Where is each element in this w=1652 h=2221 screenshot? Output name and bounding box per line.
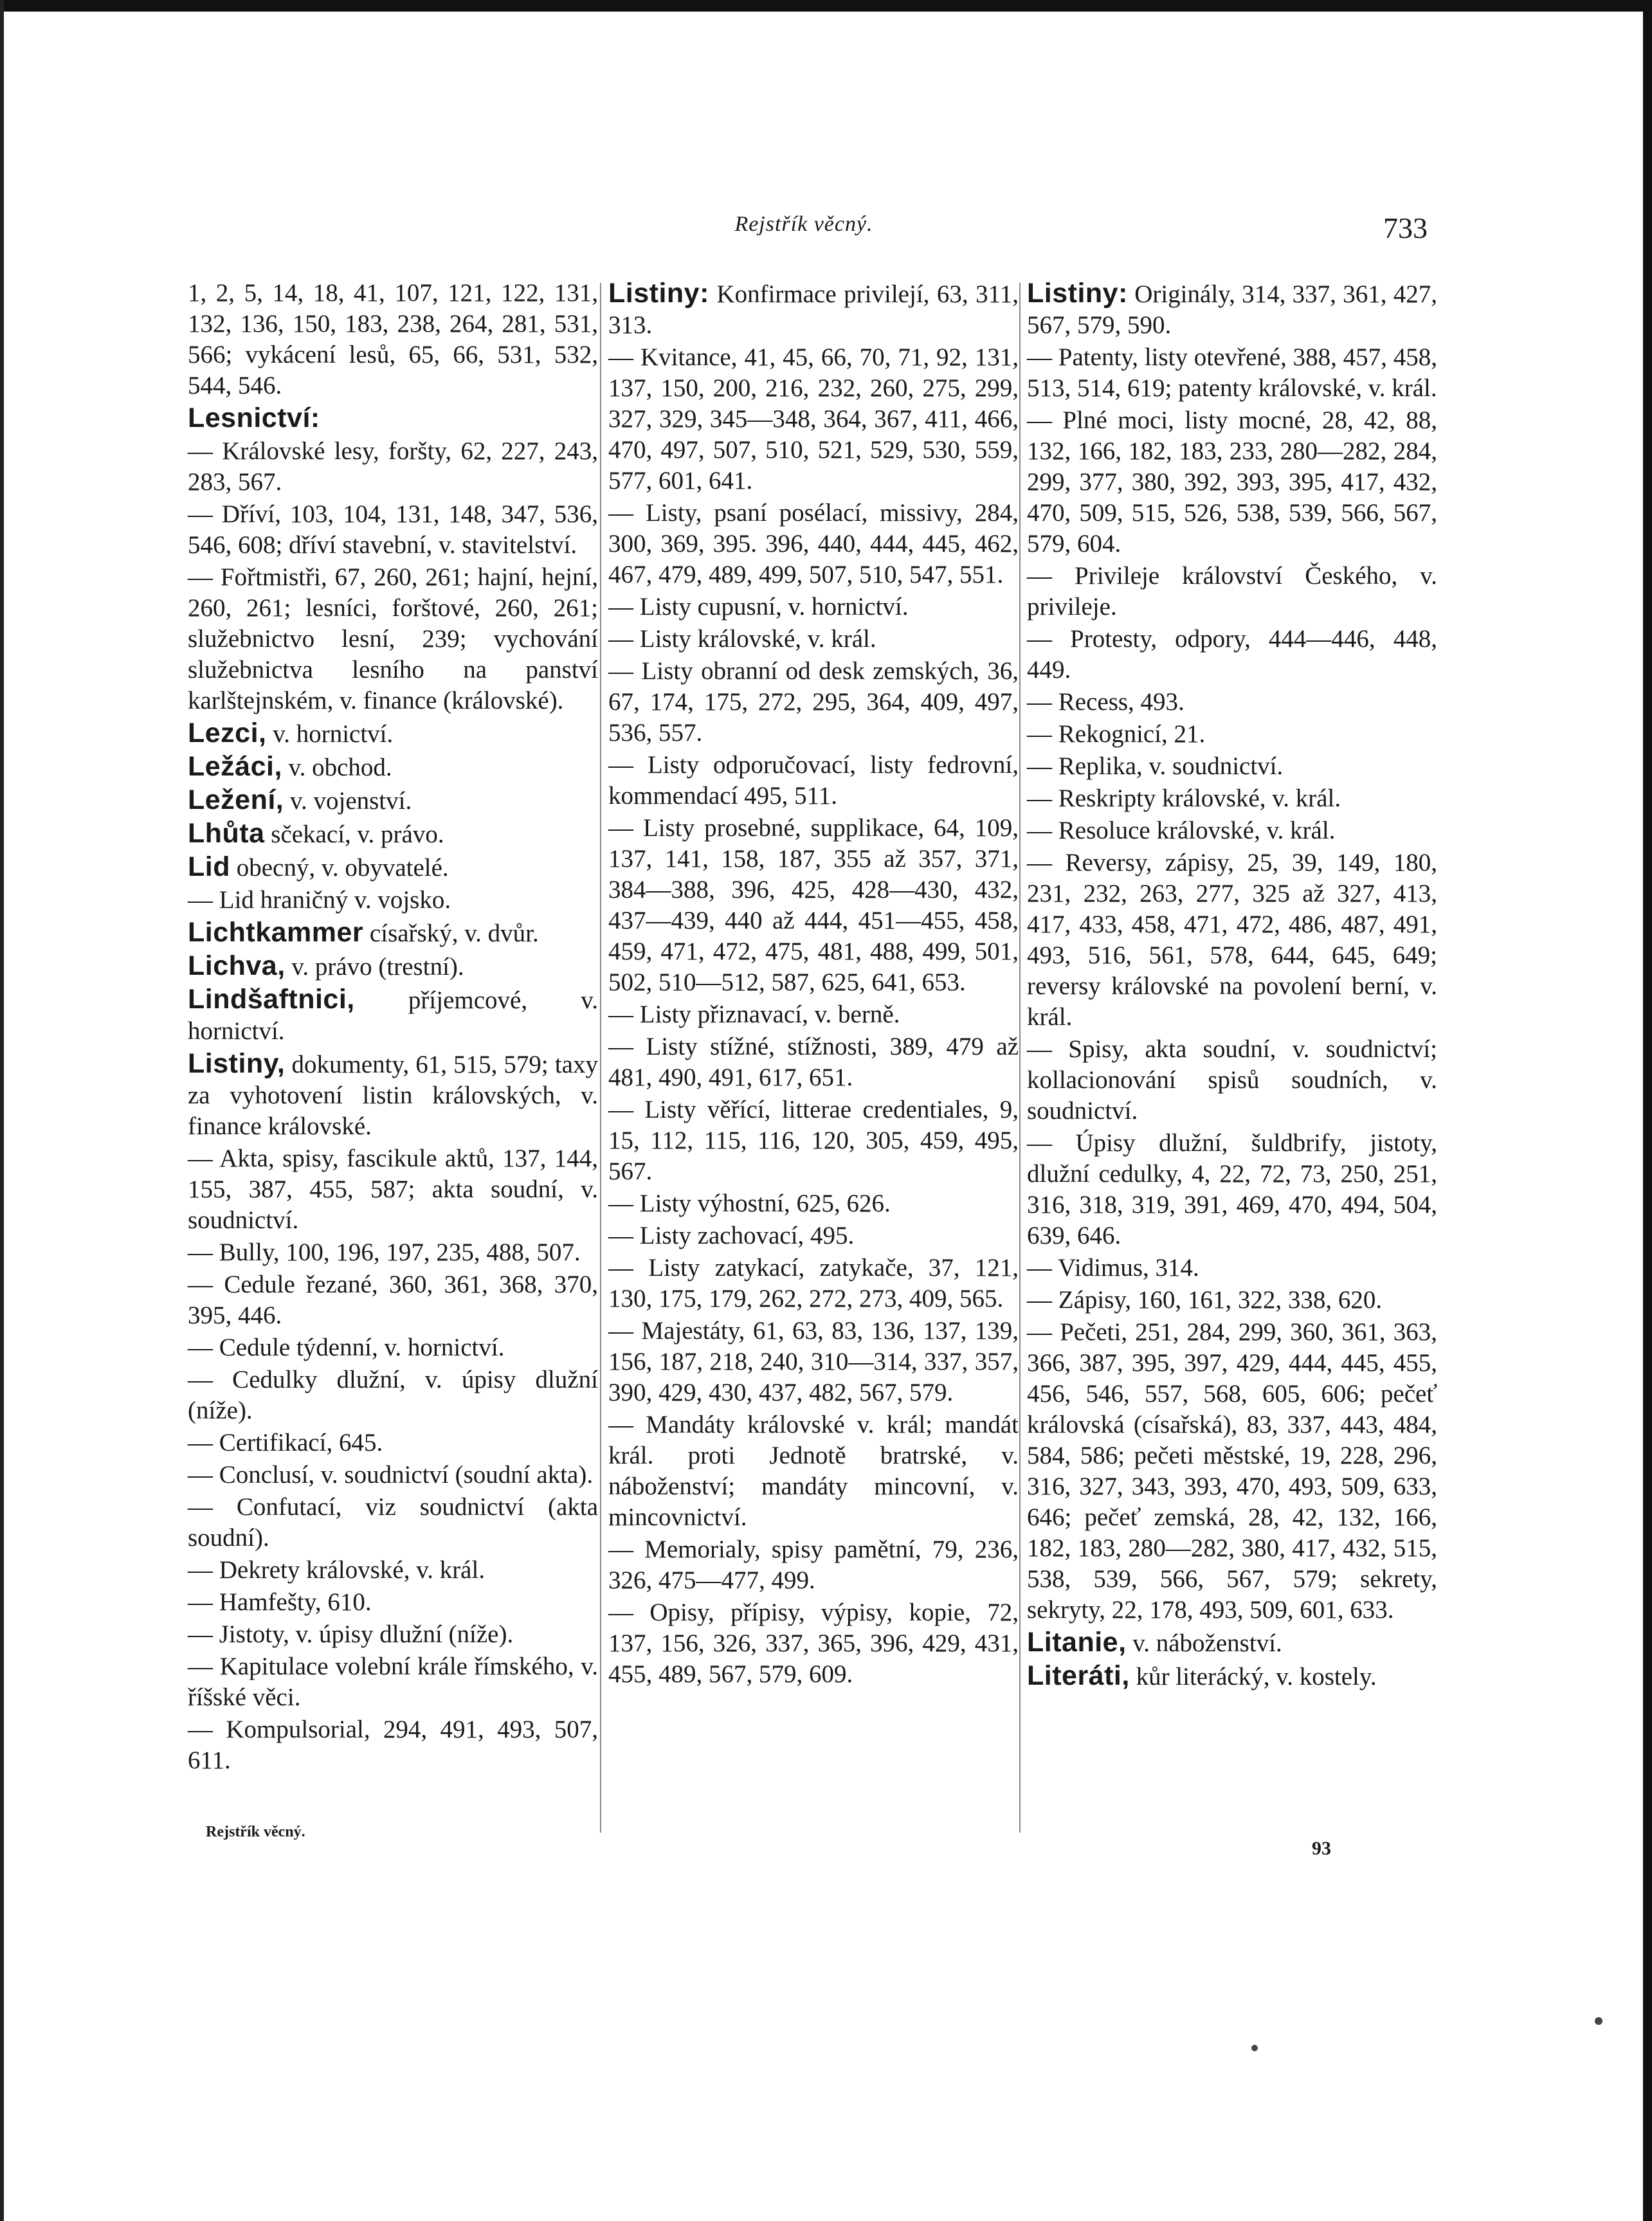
scan-border-left xyxy=(0,0,4,2221)
index-entry xyxy=(608,592,1019,622)
index-entry xyxy=(608,1031,1019,1093)
index-entry xyxy=(608,750,1019,811)
entry-headword: Listiny, xyxy=(188,1048,286,1079)
index-entry xyxy=(1027,405,1437,559)
entry-headword: Ležáci, xyxy=(188,751,282,782)
column-rule-2 xyxy=(1019,283,1021,1833)
entry-headword: Lichtkammer xyxy=(188,917,364,948)
index-entry xyxy=(608,1597,1019,1690)
entry-text: — Královské lesy, foršty, 62, 227, 243, 283, 567. xyxy=(188,437,598,496)
column-rule-1 xyxy=(600,283,601,1833)
entry-text: obecný, v. obyvatelé. xyxy=(236,854,449,882)
index-entry xyxy=(608,278,1019,341)
entry-text: císařský, v. dvůr. xyxy=(369,920,539,947)
entry-text: sčekací, v. právo. xyxy=(271,820,444,848)
index-entry xyxy=(608,498,1019,590)
entry-text: — Kompulsorial, 294, 491, 493, 507, 611. xyxy=(188,1716,598,1774)
entry-text: — Majestáty, 61, 63, 83, 136, 137, 139, 156, 187, 218, 240, 310—314, 337, 357, 390, 429, 430, 437, 482, 567, 579. xyxy=(608,1317,1019,1406)
index-column-3 xyxy=(1027,278,1437,1694)
entry-headword: Lid xyxy=(188,851,230,882)
entry-text: — Dříví, 103, 104, 131, 148, 347, 536, 546, 608; dříví stavební, v. stavitelství. xyxy=(188,500,598,559)
index-entry xyxy=(1027,1034,1437,1127)
index-entry xyxy=(188,1237,598,1268)
index-entry xyxy=(608,999,1019,1030)
entry-text: — Conclusí, v. soudnictví (soudní akta). xyxy=(188,1461,594,1489)
entry-text: — Listy cupusní, v. hornictví. xyxy=(608,593,909,621)
page-number: 733 xyxy=(1383,212,1428,244)
entry-text: — Vidimus, 314. xyxy=(1027,1254,1199,1282)
entry-text: — Lid hraničný v. vojsko. xyxy=(188,886,451,914)
index-entry xyxy=(1027,561,1437,622)
index-entry xyxy=(608,1094,1019,1187)
index-entry xyxy=(188,1651,598,1713)
entry-text: — Plné moci, listy mocné, 28, 42, 88, 132, 166, 182, 183, 233, 280—282, 284, 299, 377, 380, 392, 393, 395, 417, 432, 470, 509, 515, 526, 538, 539, 566, 567, 579, 604. xyxy=(1027,406,1437,558)
index-entry xyxy=(188,499,598,561)
entry-text: v. právo (trestní). xyxy=(291,953,464,981)
sheet-signature: 93 xyxy=(1312,1838,1331,1859)
entry-text: — Kapitulace volební krále římského, v. říšské věci. xyxy=(188,1653,598,1711)
entry-text: — Zápisy, 160, 161, 322, 338, 620. xyxy=(1027,1286,1383,1314)
entry-text: — Listy stížné, stížnosti, 389, 479 až 481, 490, 491, 617, 651. xyxy=(608,1033,1019,1091)
entry-text: — Kvitance, 41, 45, 66, 70, 71, 92, 131, 137, 150, 200, 216, 232, 260, 275, 299, 327, 329, 345—348, 364, 367, 411, 466, 470, 497, 507, 510, 521, 529, 530, 559, 577, 601, 641. xyxy=(608,343,1019,494)
index-entry xyxy=(188,1332,598,1363)
index-entry xyxy=(188,403,598,435)
index-entry xyxy=(188,278,598,401)
index-entry xyxy=(188,950,598,983)
entry-text: — Listy obranní od desk zemských, 36, 67, 174, 175, 272, 295, 364, 409, 497, 536, 557. xyxy=(608,657,1019,747)
entry-text: — Listy královské, v. král. xyxy=(608,625,876,653)
index-entry xyxy=(1027,815,1437,846)
entry-text: v. náboženství. xyxy=(1132,1629,1282,1657)
entry-text: — Recess, 493. xyxy=(1027,688,1185,716)
entry-headword: Listiny: xyxy=(608,278,709,309)
index-entry xyxy=(608,342,1019,496)
index-entry xyxy=(188,1048,598,1142)
index-entry xyxy=(1027,624,1437,685)
entry-text: — Privileje království Českého, v. privileje. xyxy=(1027,562,1437,621)
index-entry xyxy=(188,851,598,884)
entry-headword: Litanie, xyxy=(1027,1627,1127,1658)
index-entry xyxy=(608,1220,1019,1251)
entry-headword: Lindšaftnici, xyxy=(188,984,355,1015)
entry-text: v. vojenství. xyxy=(290,787,412,815)
index-entry xyxy=(188,562,598,716)
entry-text: — Hamfešty, 610. xyxy=(188,1588,372,1616)
index-entry xyxy=(188,784,598,817)
entry-text: — Listy prosebné, supplikace, 64, 109, 137, 141, 158, 187, 355 až 357, 371, 384—388, 396, 425, 428—430, 432, 437—439, 440 až 444, 451—455, 458, 459, 471, 472, 475, 481, 488, 499, 501, 502, 510—512, 587, 625, 641, 653. xyxy=(608,814,1019,996)
index-entry xyxy=(1027,687,1437,718)
entry-text: — Patenty, listy otevřené, 388, 457, 458, 513, 514, 619; patenty královské, v. král. xyxy=(1027,343,1437,402)
entry-text: — Listy přiznavací, v. berně. xyxy=(608,1001,900,1028)
index-entry xyxy=(1027,719,1437,750)
index-entry xyxy=(188,436,598,498)
index-entry xyxy=(1027,848,1437,1033)
index-entry xyxy=(188,1460,598,1491)
entry-text: — Listy odporučovací, listy fedrovní, kommendací 495, 511. xyxy=(608,751,1019,810)
page-header-title: Rejstřík věcný. xyxy=(734,212,873,236)
entry-text: Konfirmace privilejí, 63, 311, 313. xyxy=(608,280,1019,339)
index-entry xyxy=(1027,1317,1437,1626)
index-entry xyxy=(188,1555,598,1586)
index-entry xyxy=(188,1619,598,1650)
entry-text: — Reversy, zápisy, 25, 39, 149, 180, 231, 232, 263, 277, 325 až 327, 413, 417, 433, 458, 471, 472, 486, 487, 491, 493, 516, 561, 578, 644, 645, 649; reversy královské na povolení berní, v. král. xyxy=(1027,849,1437,1031)
entry-text: — Listy zachovací, 495. xyxy=(608,1222,855,1249)
index-entry xyxy=(188,1269,598,1331)
entry-text: — Cedule týdenní, v. hornictví. xyxy=(188,1334,505,1361)
index-column-1 xyxy=(188,278,598,1777)
entry-text: 1, 2, 5, 14, 18, 41, 107, 121, 122, 131, 132, 136, 150, 183, 238, 264, 281, 531, 566; vykácení lesů, 65, 66, 531, 532, 544, 546. xyxy=(188,279,598,399)
entry-headword: Listiny: xyxy=(1027,278,1128,309)
entry-text: v. hornictví. xyxy=(273,720,394,748)
index-entry xyxy=(608,1253,1019,1314)
index-entry xyxy=(608,1188,1019,1219)
index-column-2 xyxy=(608,278,1019,1691)
entry-text: — Certifikací, 645. xyxy=(188,1429,383,1456)
index-entry xyxy=(188,818,598,850)
scan-border-top xyxy=(0,0,1652,12)
index-entry xyxy=(1027,342,1437,404)
entry-text: — Akta, spisy, fascikule aktů, 137, 144, 155, 387, 455, 587; akta soudní, v. soudnictví. xyxy=(188,1145,598,1234)
index-entry xyxy=(188,984,598,1047)
entry-text: — Jistoty, v. úpisy dlužní (níže). xyxy=(188,1620,514,1648)
index-entry xyxy=(188,1143,598,1236)
entry-text: — Reskripty královské, v. král. xyxy=(1027,784,1341,812)
entry-headword: Lesnictví: xyxy=(188,403,320,433)
index-entry xyxy=(1027,1660,1437,1692)
entry-text: Originály, 314, 337, 361, 427, 567, 579, 590. xyxy=(1027,280,1437,339)
entry-headword: Lichva, xyxy=(188,950,286,981)
index-entry xyxy=(188,1428,598,1458)
scan-border-right xyxy=(1643,0,1652,2221)
index-entry xyxy=(188,917,598,949)
index-entry xyxy=(188,1364,598,1426)
index-entry xyxy=(188,751,598,783)
index-entry xyxy=(608,624,1019,655)
entry-text: — Spisy, akta soudní, v. soudnictví; kollacionování spisů soudních, v. soudnictví. xyxy=(1027,1035,1437,1125)
index-entry xyxy=(1027,1285,1437,1316)
footer-note: Rejstřík věcný. xyxy=(206,1824,305,1840)
index-entry xyxy=(1027,1128,1437,1251)
index-entry xyxy=(1027,1253,1437,1283)
index-entry xyxy=(608,1316,1019,1408)
entry-headword: Ležení, xyxy=(188,784,284,815)
index-entry xyxy=(608,656,1019,748)
entry-text: — Bully, 100, 196, 197, 235, 488, 507. xyxy=(188,1238,581,1266)
entry-text: — Cedule řezané, 360, 361, 368, 370, 395, 446. xyxy=(188,1271,598,1329)
entry-text: — Fořtmistři, 67, 260, 261; hajní, hejní, 260, 261; lesníci, forštové, 260, 261; služebnictvo lesní, 239; vychování služebnictva lesního na panství karlštejnském, v. finance (královské). xyxy=(188,563,598,714)
entry-text: v. obchod. xyxy=(288,754,392,781)
index-entry xyxy=(608,1534,1019,1596)
index-entry xyxy=(188,885,598,916)
entry-text: — Mandáty královské v. král; mandát král. proti Jednotě bratrské, v. náboženství; mandáty mincovní, v. mincovnictví. xyxy=(608,1411,1019,1531)
entry-text: — Cedulky dlužní, v. úpisy dlužní (níže). xyxy=(188,1366,598,1424)
entry-headword: Lhůta xyxy=(188,818,265,849)
entry-text: kůr literácký, v. kostely. xyxy=(1136,1663,1377,1691)
scan-speck xyxy=(1251,2045,1258,2051)
entry-text: — Dekrety královské, v. král. xyxy=(188,1556,486,1584)
entry-text: — Listy výhostní, 625, 626. xyxy=(608,1190,891,1217)
entry-text: — Listy věřící, litterae credentiales, 9, 15, 112, 115, 116, 120, 305, 459, 495, 567. xyxy=(608,1096,1019,1185)
entry-text: — Rekognicí, 21. xyxy=(1027,720,1206,748)
entry-text: — Opisy, přípisy, výpisy, kopie, 72, 137, 156, 326, 337, 365, 396, 429, 431, 455, 489, 567, 579, 609. xyxy=(608,1599,1019,1688)
scan-speck xyxy=(1595,2017,1602,2025)
entry-text: příjemcové, v. hornictví. xyxy=(188,986,598,1045)
index-entry xyxy=(188,1587,598,1618)
index-entry xyxy=(188,718,598,750)
entry-text: — Listy, psaní posélací, missivy, 284, 300, 369, 395. 396, 440, 444, 445, 462, 467, 479, 489, 499, 507, 510, 547, 551. xyxy=(608,499,1019,588)
entry-text: — Protesty, odpory, 444—446, 448, 449. xyxy=(1027,625,1437,684)
index-entry xyxy=(188,1492,598,1554)
entry-text: — Listy zatykací, zatykače, 37, 121, 130, 175, 179, 262, 272, 273, 409, 565. xyxy=(608,1254,1019,1312)
index-entry xyxy=(188,1714,598,1776)
entry-text: — Pečeti, 251, 284, 299, 360, 361, 363, 366, 387, 395, 397, 429, 444, 445, 455, 456, 546, 557, 568, 605, 606; pečeť královská (císařská), 83, 337, 443, 484, 584, 586; pečeti městské, 19, 228, 296, 316, 327, 343, 393, 470, 493, 509, 633, 646; pečeť zemská, 28, 42, 132, 166, 182, 183, 280—282, 380, 417, 432, 515, 538, 539, 566, 567, 579; sekrety, sekryty, 22, 178, 493, 509, 601, 633. xyxy=(1027,1318,1437,1624)
entry-text: — Confutací, viz soudnictví (akta soudní). xyxy=(188,1493,598,1552)
index-entry xyxy=(608,813,1019,998)
entry-text: — Resoluce královské, v. král. xyxy=(1027,817,1336,844)
index-entry xyxy=(1027,783,1437,814)
entry-headword: Lezci, xyxy=(188,718,267,748)
index-entry xyxy=(1027,278,1437,341)
index-entry xyxy=(1027,751,1437,782)
index-entry xyxy=(608,1410,1019,1533)
entry-text: — Memorialy, spisy pamětní, 79, 236, 326, 475—477, 499. xyxy=(608,1536,1019,1594)
entry-headword: Literáti, xyxy=(1027,1660,1130,1691)
entry-text: — Replika, v. soudnictví. xyxy=(1027,752,1284,780)
index-entry xyxy=(1027,1627,1437,1659)
entry-text: dokumenty, 61, 515, 579; taxy za vyhotovení listin královských, v. finance královské. xyxy=(188,1051,598,1140)
entry-text: — Úpisy dlužní, šuldbrify, jistoty, dlužní cedulky, 4, 22, 72, 73, 250, 251, 316, 318, 319, 391, 469, 470, 494, 504, 639, 646. xyxy=(1027,1129,1437,1249)
